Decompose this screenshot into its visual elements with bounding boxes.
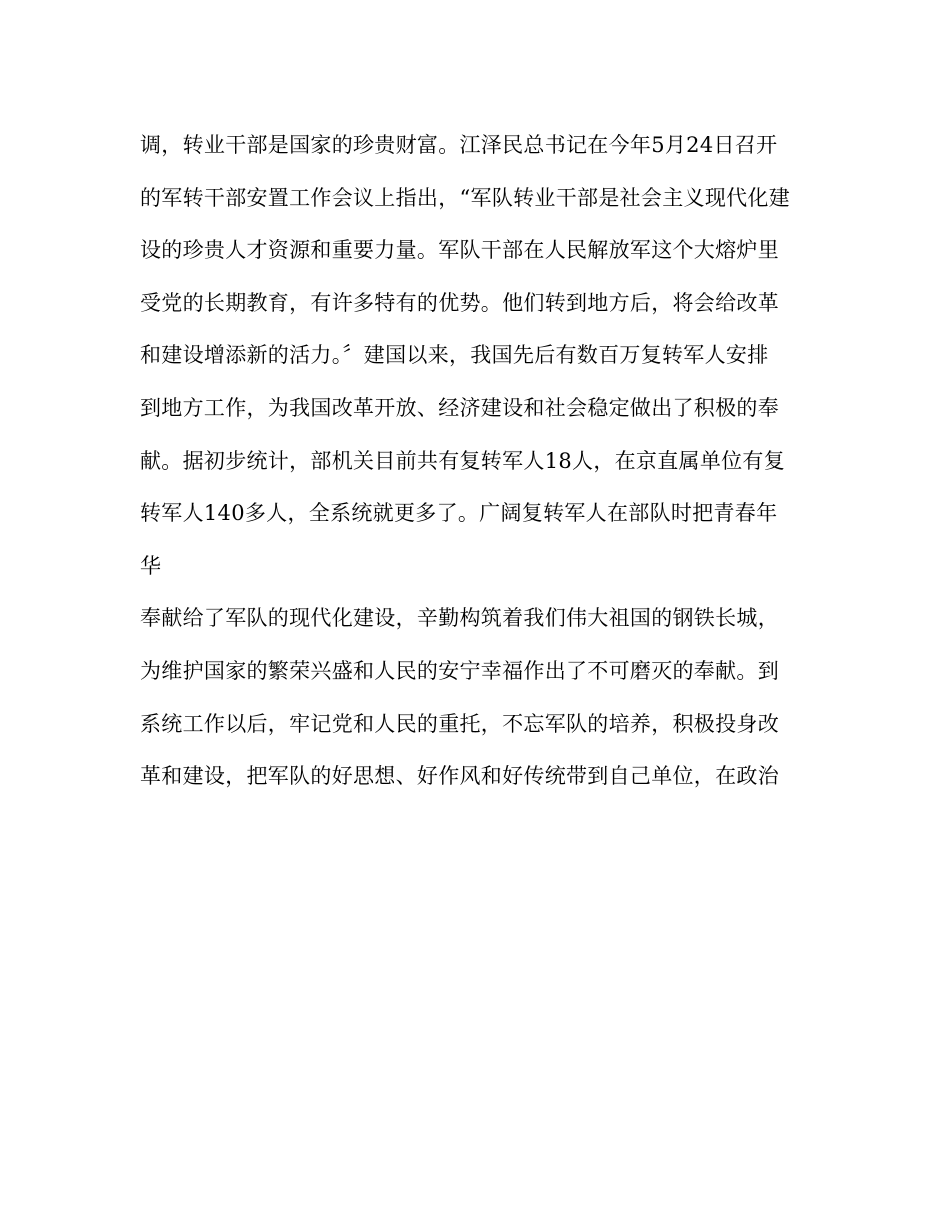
text-line: 革和建设，把军队的好思想、好作风和好传统带到自己单位，在政治 (140, 764, 779, 789)
text-line: 和建设增添新的活力。〞建国以来，我国先后有数百万复转军人安排 (140, 343, 769, 368)
text-line: 系统工作以后，牢记党和人民的重托，不忘军队的培养，积极投身改 (140, 711, 779, 736)
text-line: 受党的长期教育，有许多特有的优势。他们转到地方后，将会给改革 (140, 290, 779, 315)
text-line: 献。据初步统计，部机关目前共有复转军人18人，在京直属单位有复 (140, 448, 786, 473)
text-line: 调，转业干部是国家的珍贵财富。江泽民总书记在今年5月24日召开 (140, 133, 778, 157)
text-line: 设的珍贵人才资源和重要力量。军队干部在人民解放军这个大熔炉里 (140, 238, 779, 263)
text-line: 到地方工作，为我国改革开放、经济建设和社会稳定做出了积极的奉 (140, 395, 779, 420)
text-line: 华 (140, 553, 162, 578)
text-line: 为维护国家的繁荣兴盛和人民的安宁幸福作出了不可磨灭的奉献。到 (140, 658, 779, 683)
text-line: 转军人140多人，全系统就更多了。广阔复转军人在部队时把青春年 (140, 501, 778, 526)
text-line: 的军转干部安置工作会议上指出，“军队转业干部是社会主义现代化建 (140, 185, 791, 210)
body-text (140, 133, 820, 817)
text-line: 奉献给了军队的现代化建设，辛勤构筑着我们伟大祖国的钢铁长城， (140, 606, 779, 631)
